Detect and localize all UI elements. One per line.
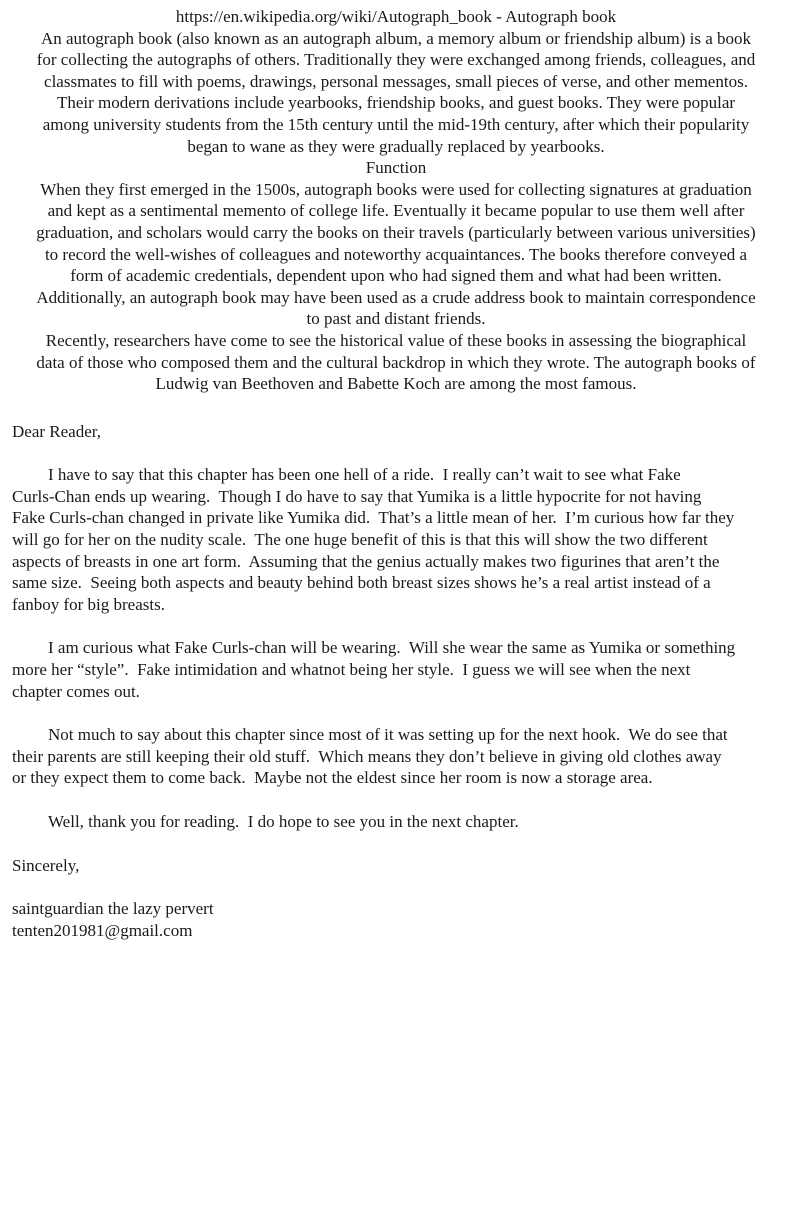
- paragraph-line: Curls-Chan ends up wearing. Though I do have to say that Yumika is a little hypocrite for not having: [12, 486, 702, 506]
- excerpt-line: classmates to fill with poems, drawings, personal messages, small pieces of verse, and other mementos.: [44, 71, 748, 91]
- excerpt-line: Ludwig van Beethoven and Babette Koch are among the most famous.: [155, 374, 637, 394]
- excerpt-line: Recently, researchers have come to see the historical value of these books in assessing the biographical: [45, 330, 747, 350]
- letter-paragraph: [12, 811, 782, 833]
- letter-signature: [12, 898, 782, 941]
- paragraph-line: or they expect them to come back. Maybe not the eldest since her room is now a storage area.: [12, 768, 653, 788]
- excerpt-line: An autograph book (also known as an autograph album, a memory album or friendship album) is a book: [40, 28, 752, 48]
- letter-paragraph: [12, 464, 782, 615]
- paragraph-line: aspects of breasts in one art form. Assuming that the genius actually makes two figurines that aren’t the: [12, 551, 720, 571]
- excerpt-line: among university students from the 15th century until the mid-19th century, after which their popularity: [42, 114, 750, 134]
- letter-salutation: Dear Reader,: [12, 421, 101, 441]
- paragraph-line: their parents are still keeping their old stuff. Which means they don’t believe in giving old clothes away: [12, 746, 722, 766]
- paragraph-line: I am curious what Fake Curls-chan will be wearing. Will she wear the same as Yumika or something: [48, 638, 736, 658]
- signature-name: saintguardian the lazy pervert: [12, 899, 214, 919]
- wikipedia-excerpt: [0, 6, 792, 395]
- paragraph-line: fanboy for big breasts.: [12, 594, 165, 614]
- excerpt-line: Additionally, an autograph book may have been used as a crude address book to maintain correspondence: [36, 287, 756, 307]
- letter-paragraph: [12, 637, 782, 702]
- signature-email: tenten201981@gmail.com: [12, 920, 193, 940]
- excerpt-line: graduation, and scholars would carry the books on their travels (particularly between various universities): [36, 222, 756, 242]
- letter-paragraph: [12, 724, 782, 789]
- excerpt-section-heading: Function: [365, 158, 427, 178]
- letter-closing: Sincerely,: [12, 855, 80, 875]
- excerpt-source-url: https://en.wikipedia.org/wiki/Autograph_book - Autograph book: [175, 7, 617, 26]
- excerpt-line: When they first emerged in the 1500s, autograph books were used for collecting signatures at graduation: [40, 179, 752, 199]
- paragraph-line: same size. Seeing both aspects and beauty behind both breast sizes shows he’s a real artist instead of a: [12, 573, 711, 593]
- paragraph-line: Fake Curls-chan changed in private like Yumika did. That’s a little mean of her. I’m curious how far they: [12, 508, 735, 528]
- excerpt-line: for collecting the autographs of others. Traditionally they were exchanged among friends, colleagues, and: [36, 50, 756, 70]
- excerpt-line: data of those who composed them and the cultural backdrop in which they wrote. The autograph books of: [36, 352, 756, 372]
- paragraph-line: more her “style”. Fake intimidation and whatnot being her style. I guess we will see when the next: [12, 660, 691, 680]
- excerpt-line: to past and distant friends.: [306, 309, 486, 329]
- paragraph-line: Well, thank you for reading. I do hope to see you in the next chapter.: [48, 812, 519, 831]
- excerpt-line: Their modern derivations include yearbooks, friendship books, and guest books. They were popular: [56, 93, 736, 113]
- excerpt-line: form of academic credentials, dependent upon who had signed them and what had been written.: [70, 266, 722, 286]
- excerpt-line: and kept as a sentimental memento of college life. Eventually it became popular to use them well after: [47, 201, 745, 221]
- paragraph-line: Not much to say about this chapter since most of it was setting up for the next hook. We do see that: [48, 725, 728, 745]
- excerpt-line: began to wane as they were gradually replaced by yearbooks.: [187, 136, 605, 156]
- paragraph-line: will go for her on the nudity scale. The one huge benefit of this is that this will show the two different: [12, 530, 708, 550]
- author-letter: [0, 421, 792, 942]
- excerpt-line: to record the well-wishes of colleagues and noteworthy acquaintances. The books therefore conveyed a: [44, 244, 748, 264]
- paragraph-line: I have to say that this chapter has been one hell of a ride. I really can’t wait to see what Fake: [48, 465, 681, 485]
- paragraph-line: chapter comes out.: [12, 681, 140, 701]
